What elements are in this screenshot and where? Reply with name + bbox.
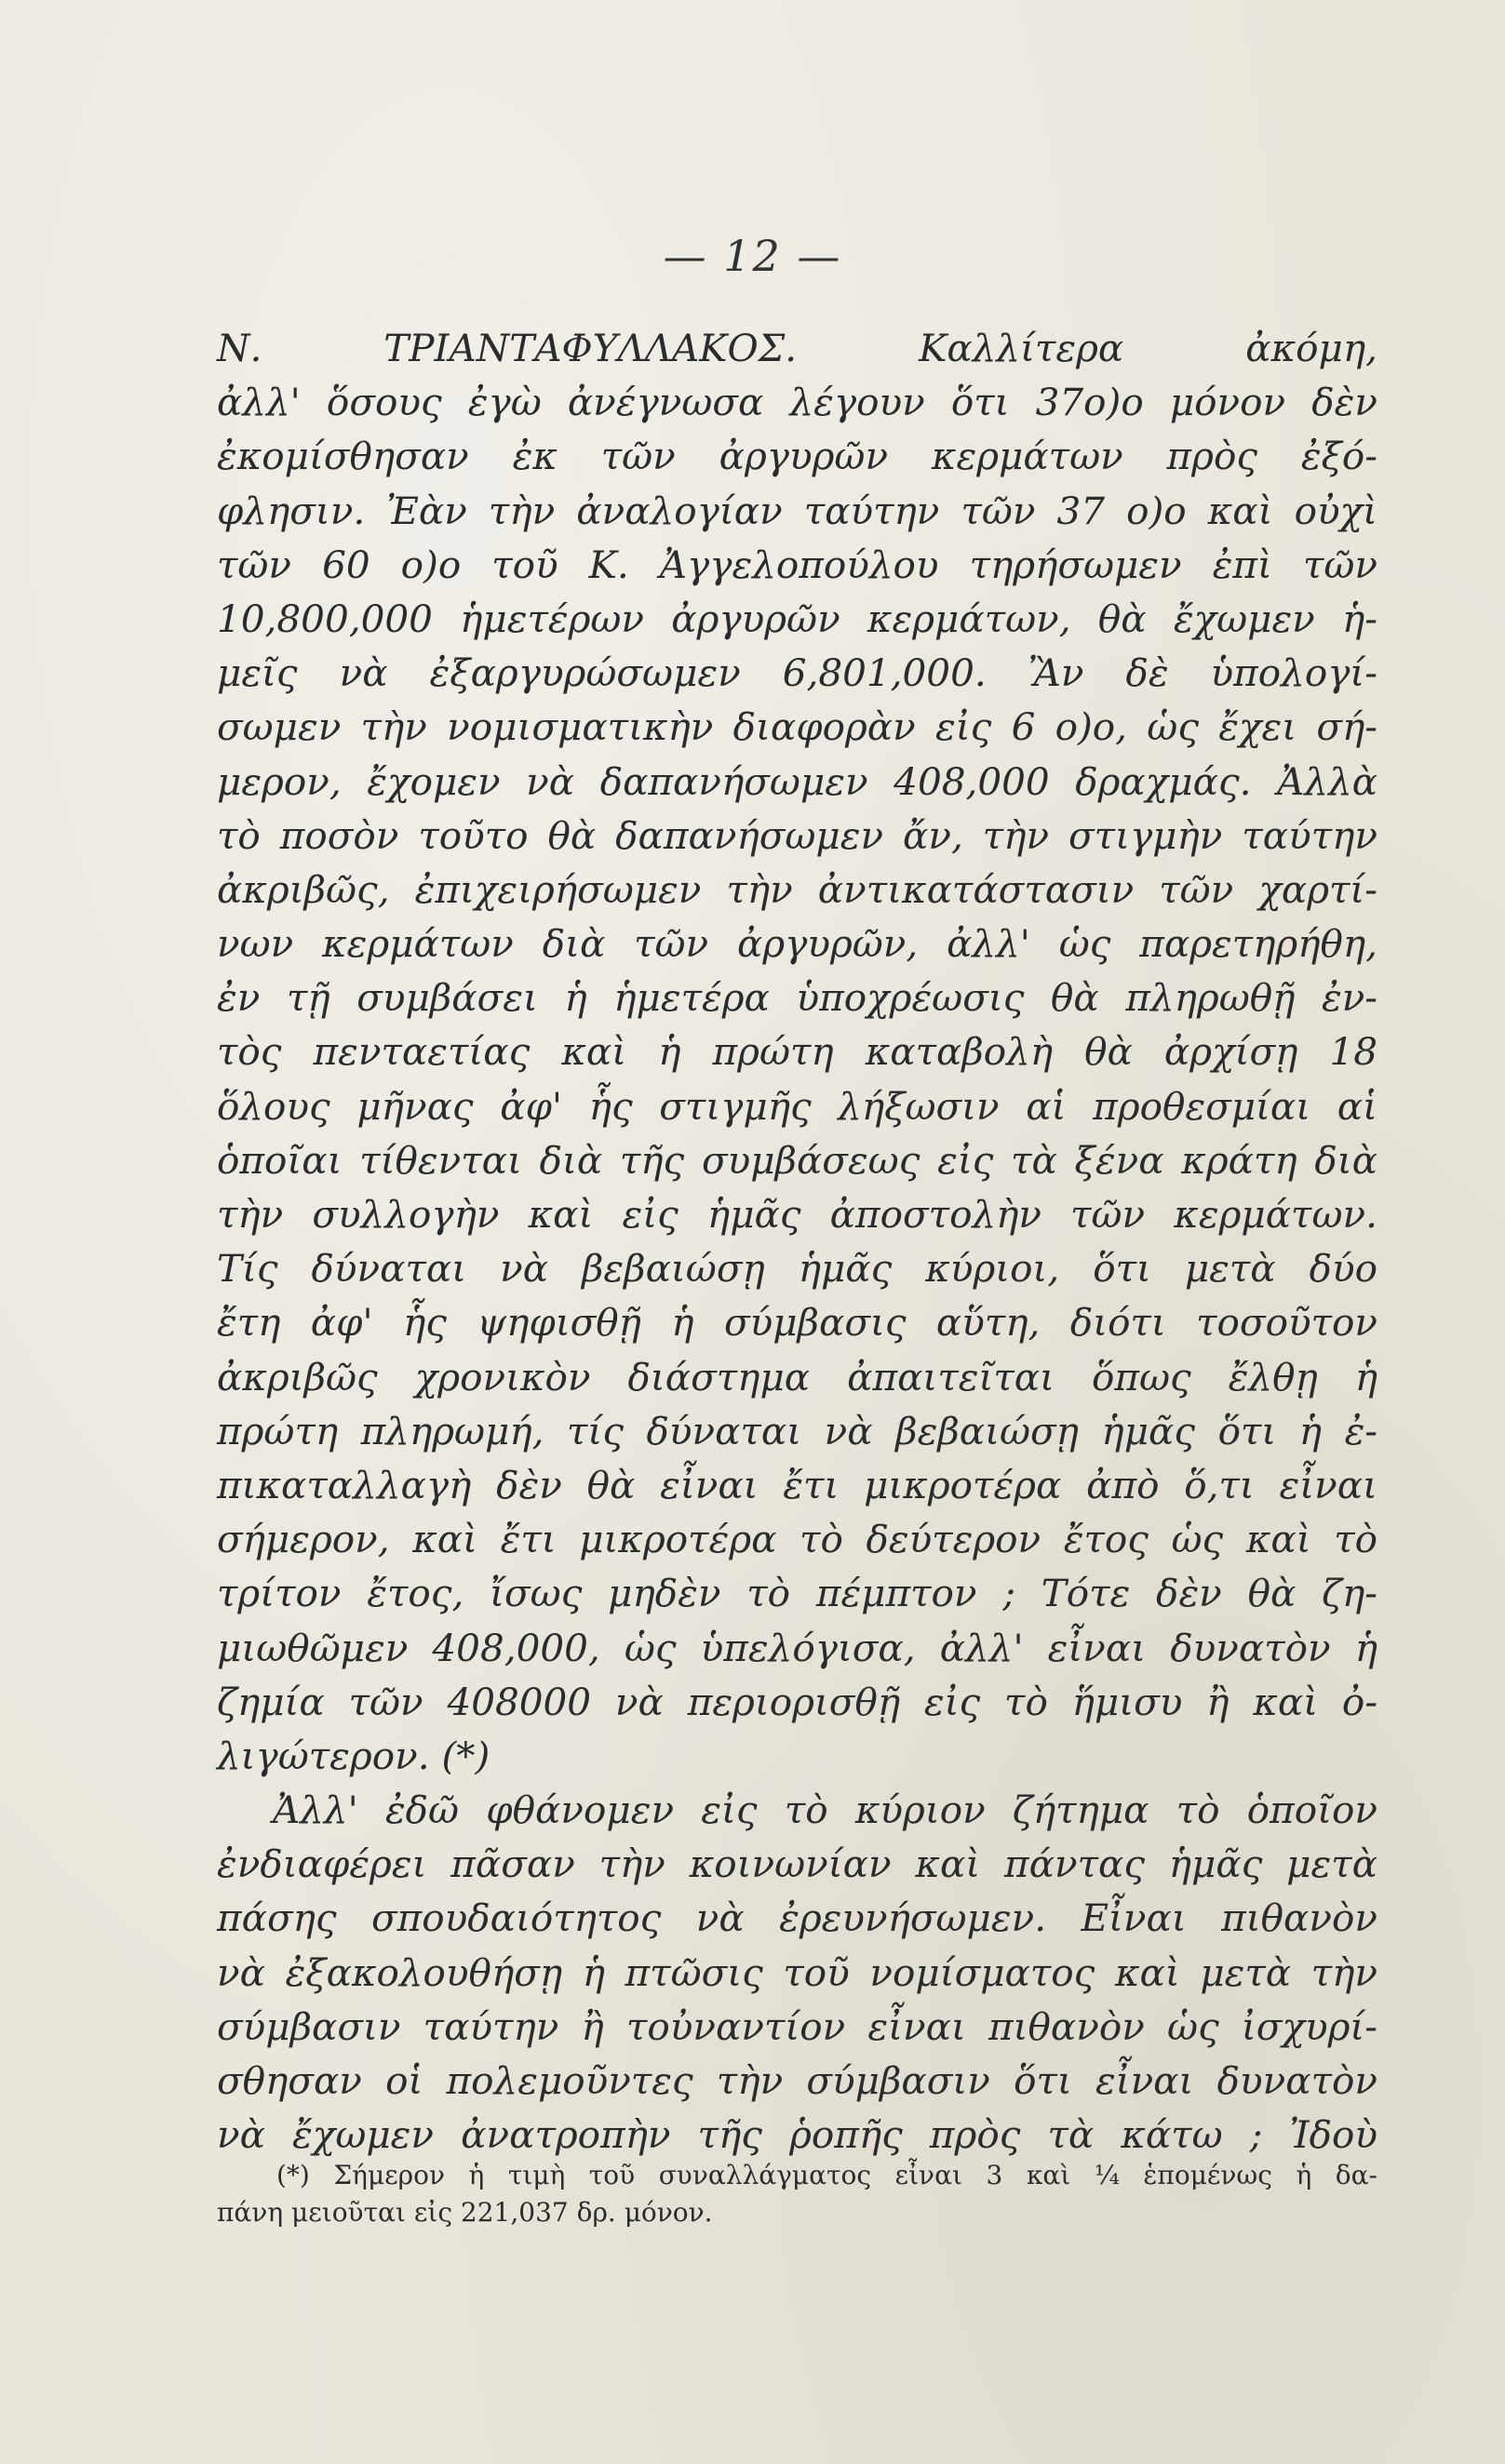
text-line: ἔτη ἀφ' ἧς ψηφισθῇ ἡ σύμβασις αὕτη, διότι τοσοῦτον — [217, 1300, 1377, 1346]
text-line: ἐνδιαφέρει πᾶσαν τὴν κοινωνίαν καὶ πάντας ἡμᾶς μετὰ — [217, 1841, 1377, 1887]
text-line: Ν. ΤΡΙΑΝΤΑΦΥΛΛΑΚΟΣ. Καλλίτερα ἀκόμη, — [217, 326, 1377, 370]
text-line: ἐκομίσθησαν ἐκ τῶν ἀργυρῶν κερμάτων πρὸς ἐξό- — [217, 434, 1377, 479]
text-line: σωμεν τὴν νομισματικὴν διαφορὰν εἰς 6 ο)ο, ὡς ἔχει σή- — [217, 704, 1377, 750]
text-line: ἀκριβῶς χρονικὸν διάστημα ἀπαιτεῖται ὅπως ἔλθῃ ἡ — [217, 1354, 1377, 1399]
text-line: σήμερον, καὶ ἔτι μικροτέρα τὸ δεύτερον ἔτος ὡς καὶ τὸ — [217, 1517, 1377, 1562]
body-text — [217, 321, 1377, 2162]
text-line: νων κερμάτων διὰ τῶν ἀργυρῶν, ἀλλ' ὡς παρετηρήθη, — [217, 921, 1377, 967]
footnote-line: πάνη μειοῦται εἰς 221,037 δρ. μόνον. — [217, 2197, 713, 2228]
text-line: ζημία τῶν 408000 νὰ περιορισθῇ εἰς τὸ ἥμισυ ἢ καὶ ὀ- — [217, 1679, 1377, 1724]
text-line: μιωθῶμεν 408,000, ὡς ὑπελόγισα, ἀλλ' εἶναι δυνατὸν ἡ — [217, 1625, 1377, 1670]
text-line: ἀκριβῶς, ἐπιχειρήσωμεν τὴν ἀντικατάστασιν τῶν χαρτί- — [217, 866, 1377, 912]
text-line: φλησιν. Ἐὰν τὴν ἀναλογίαν ταύτην τῶν 37 ο)ο καὶ οὐχὶ — [217, 488, 1377, 533]
text-line: πάσης σπουδαιότητος νὰ ἐρευνήσωμεν. Εἶναι πιθανὸν — [217, 1895, 1377, 1941]
page-number: — 12 — — [663, 231, 842, 281]
footnote-line: (*) Σήμερον ἡ τιμὴ τοῦ συναλλάγματος εἶναι 3 καὶ ¼ ἑπομένως ἡ δα- — [276, 2160, 1377, 2190]
text-line: τὸς πενταετίας καὶ ἡ πρώτη καταβολὴ θὰ ἀρχίσῃ 18 — [217, 1029, 1377, 1075]
footnote — [217, 2157, 1377, 2231]
text-line: λιγώτερον. (*) — [217, 1733, 490, 1778]
text-line: Ἀλλ' ἐδῶ φθάνομεν εἰς τὸ κύριον ζήτημα τὸ ὁποῖον — [273, 1788, 1377, 1833]
text-line: τῶν 60 ο)ο τοῦ Κ. Ἀγγελοπούλου τηρήσωμεν ἐπὶ τῶν — [217, 542, 1377, 587]
text-line: πικαταλλαγὴ δὲν θὰ εἶναι ἔτι μικροτέρα ἀπὸ ὅ,τι εἶναι — [217, 1462, 1377, 1507]
text-line: σύμβασιν ταύτην ἢ τοὐναντίον εἶναι πιθανὸν ὡς ἰσχυρί- — [217, 2003, 1377, 2049]
text-line: ὁποῖαι τίθενται διὰ τῆς συμβάσεως εἰς τὰ ξένα κράτη διὰ — [217, 1137, 1377, 1183]
text-line: 10,800,000 ἡμετέρων ἀργυρῶν κερμάτων, θὰ ἔχωμεν ἡ- — [217, 596, 1377, 641]
text-line: τὴν συλλογὴν καὶ εἰς ἡμᾶς ἀποστολὴν τῶν κερμάτων. — [217, 1192, 1377, 1237]
text-line: τρίτον ἔτος, ἴσως μηδὲν τὸ πέμπτον ; Τότε δὲν θὰ ζη- — [217, 1571, 1377, 1616]
text-line: σθησαν οἱ πολεμοῦντες τὴν σύμβασιν ὅτι εἶναι δυνατὸν — [217, 2058, 1377, 2103]
text-line: ἀλλ' ὅσους ἐγὼ ἀνέγνωσα λέγουν ὅτι 37ο)ο μόνον δὲν — [217, 380, 1377, 425]
text-line: μεῖς νὰ ἐξαργυρώσωμεν 6,801,000. Ἂν δὲ ὑπολογί- — [217, 650, 1377, 696]
text-line: Τίς δύναται νὰ βεβαιώσῃ ἡμᾶς κύριοι, ὅτι μετὰ δύο — [217, 1246, 1377, 1292]
text-line: ἐν τῇ συμβάσει ἡ ἡμετέρα ὑποχρέωσις θὰ πληρωθῇ ἐν- — [217, 975, 1377, 1021]
text-line: μερον, ἔχομεν νὰ δαπανήσωμεν 408,000 δραχμάς. Ἀλλὰ — [217, 758, 1377, 804]
text-line: τὸ ποσὸν τοῦτο θὰ δαπανήσωμεν ἄν, τὴν στιγμὴν ταύτην — [217, 812, 1377, 858]
text-line: νὰ ἐξακολουθήσῃ ἡ πτῶσις τοῦ νομίσματος καὶ μετὰ τὴν — [217, 1949, 1377, 1995]
text-line: νὰ ἔχωμεν ἀνατροπὴν τῆς ῥοπῆς πρὸς τὰ κάτω ; Ἰδοὺ — [217, 2112, 1377, 2158]
text-line: πρώτη πληρωμή, τίς δύναται νὰ βεβαιώσῃ ἡμᾶς ὅτι ἡ ἐ- — [217, 1408, 1377, 1453]
text-line: ὅλους μῆνας ἀφ' ἧς στιγμῆς λήξωσιν αἱ προθεσμίαι αἱ — [217, 1083, 1377, 1129]
